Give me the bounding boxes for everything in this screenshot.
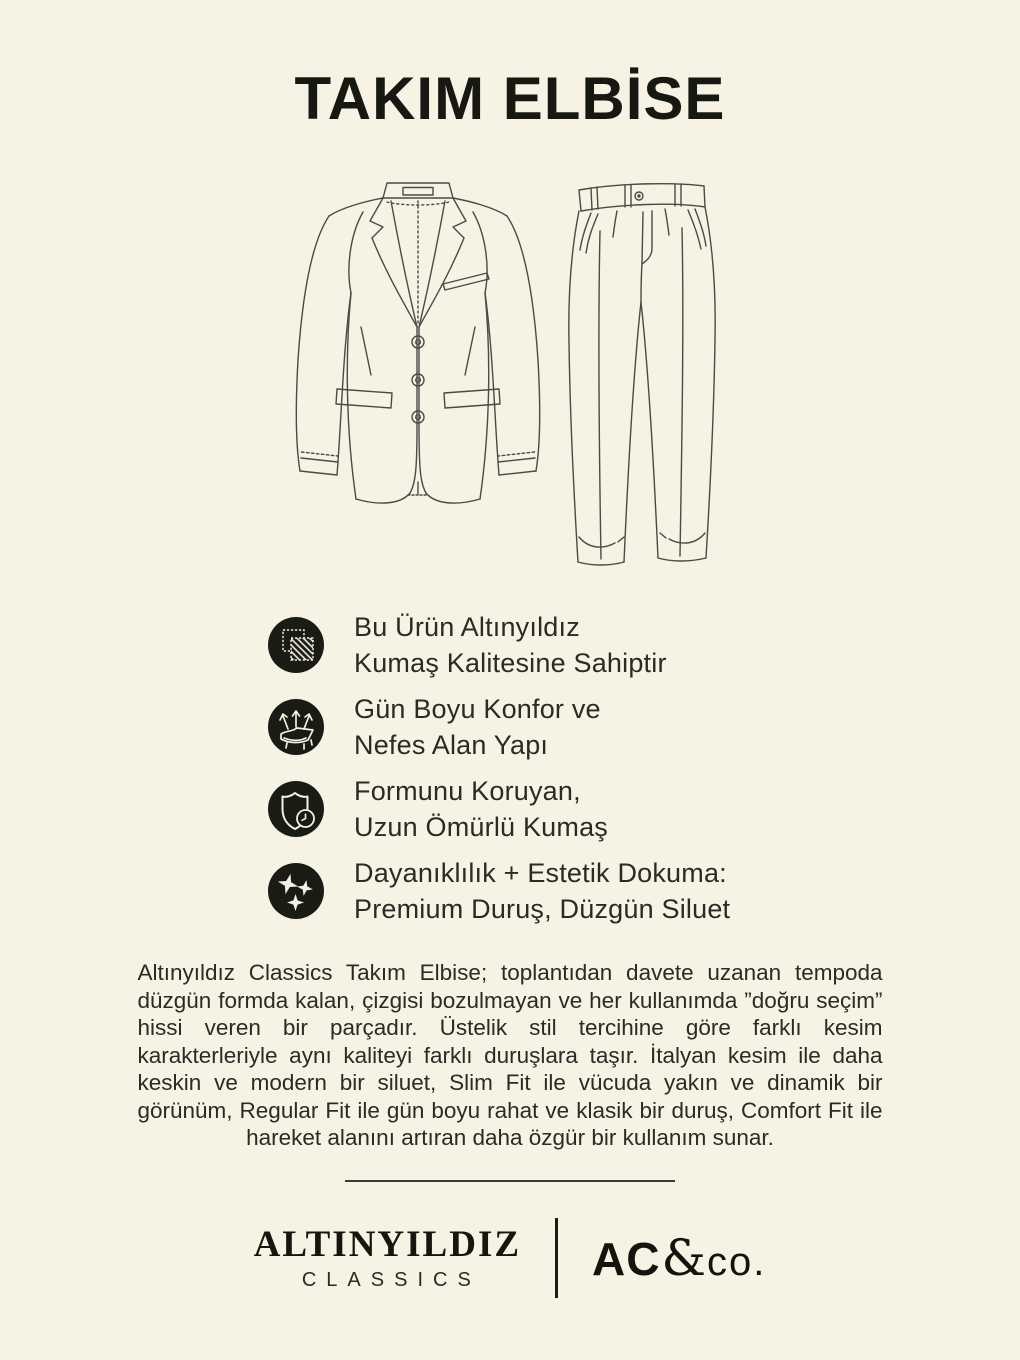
feature-list [268, 609, 730, 927]
footer-divider [345, 1180, 675, 1182]
feature-line: Nefes Alan Yapı [354, 730, 549, 760]
shield-clock-icon [268, 781, 324, 837]
feature-line: Gün Boyu Konfor ve [354, 694, 601, 724]
fabric-swatches-icon [268, 617, 324, 673]
feature-text [354, 609, 667, 681]
jacket-sketch [275, 175, 545, 505]
shield-clock-icon-svg [268, 781, 324, 837]
feature-shape-retention [268, 773, 730, 845]
feature-text [354, 691, 601, 763]
feature-line: Bu Ürün Altınyıldız [354, 612, 580, 642]
trousers-sketch [555, 171, 745, 591]
suit-illustration [0, 171, 1020, 593]
sparkles-icon-svg [268, 863, 324, 919]
page-title: TAKIM ELBİSE [294, 65, 726, 132]
feature-text [354, 855, 730, 927]
breathable-fabric-icon [268, 699, 324, 755]
altinyildiz-logo [254, 1223, 521, 1292]
feature-line: Uzun Ömürlü Kumaş [354, 812, 608, 842]
feature-line: Kumaş Kalitesine Sahiptir [354, 648, 667, 678]
feature-comfort-breathability [268, 691, 730, 763]
brand-footer [0, 1218, 1020, 1298]
trousers-icon [555, 171, 745, 591]
suit-jacket-icon [275, 175, 545, 505]
fabric-swatches-icon-svg [268, 617, 324, 673]
brand-name: ALTINYILDIZ [253, 1224, 522, 1265]
sparkles-icon [268, 863, 324, 919]
breathable-fabric-icon-svg [268, 699, 324, 755]
feature-line: Premium Duruş, Düzgün Siluet [354, 894, 731, 924]
feature-fabric-quality [268, 609, 730, 681]
feature-text [354, 773, 608, 845]
feature-line: Dayanıklılık + Estetik Dokuma: [354, 858, 727, 888]
product-description: Altınyıldız Classics Takım Elbise; toplantıdan davete uzanan tempoda düzgün formda kalan, çizgisi bozulmayan ve her kullanımda ”doğru seçim” hissi veren bir parçadır. Üstelik stil tercihine göre farklı kesim karakterleriyle aynı kaliteyi farklı duruşlara taşır. İtalyan kesim ile daha keskin ve modern bir siluet, Slim Fit ile vücuda yakın ve dinamik bir görünüm, Regular Fit ile gün boyu rahat ve klasik bir duruş, Comfort Fit ile hareket alanını artıran daha özgür bir kullanım sunar. [137, 960, 883, 1150]
logo-divider [555, 1218, 558, 1298]
logo-co-text: co. [707, 1239, 767, 1284]
feature-durability-aesthetic [268, 855, 730, 927]
logo-ac-text: AC [592, 1232, 661, 1285]
ac-co-logo [592, 1229, 766, 1287]
feature-line: Formunu Koruyan, [354, 776, 581, 806]
brand-subtitle: CLASSICS [301, 1269, 481, 1291]
logo-ampersand: & [661, 1228, 706, 1287]
